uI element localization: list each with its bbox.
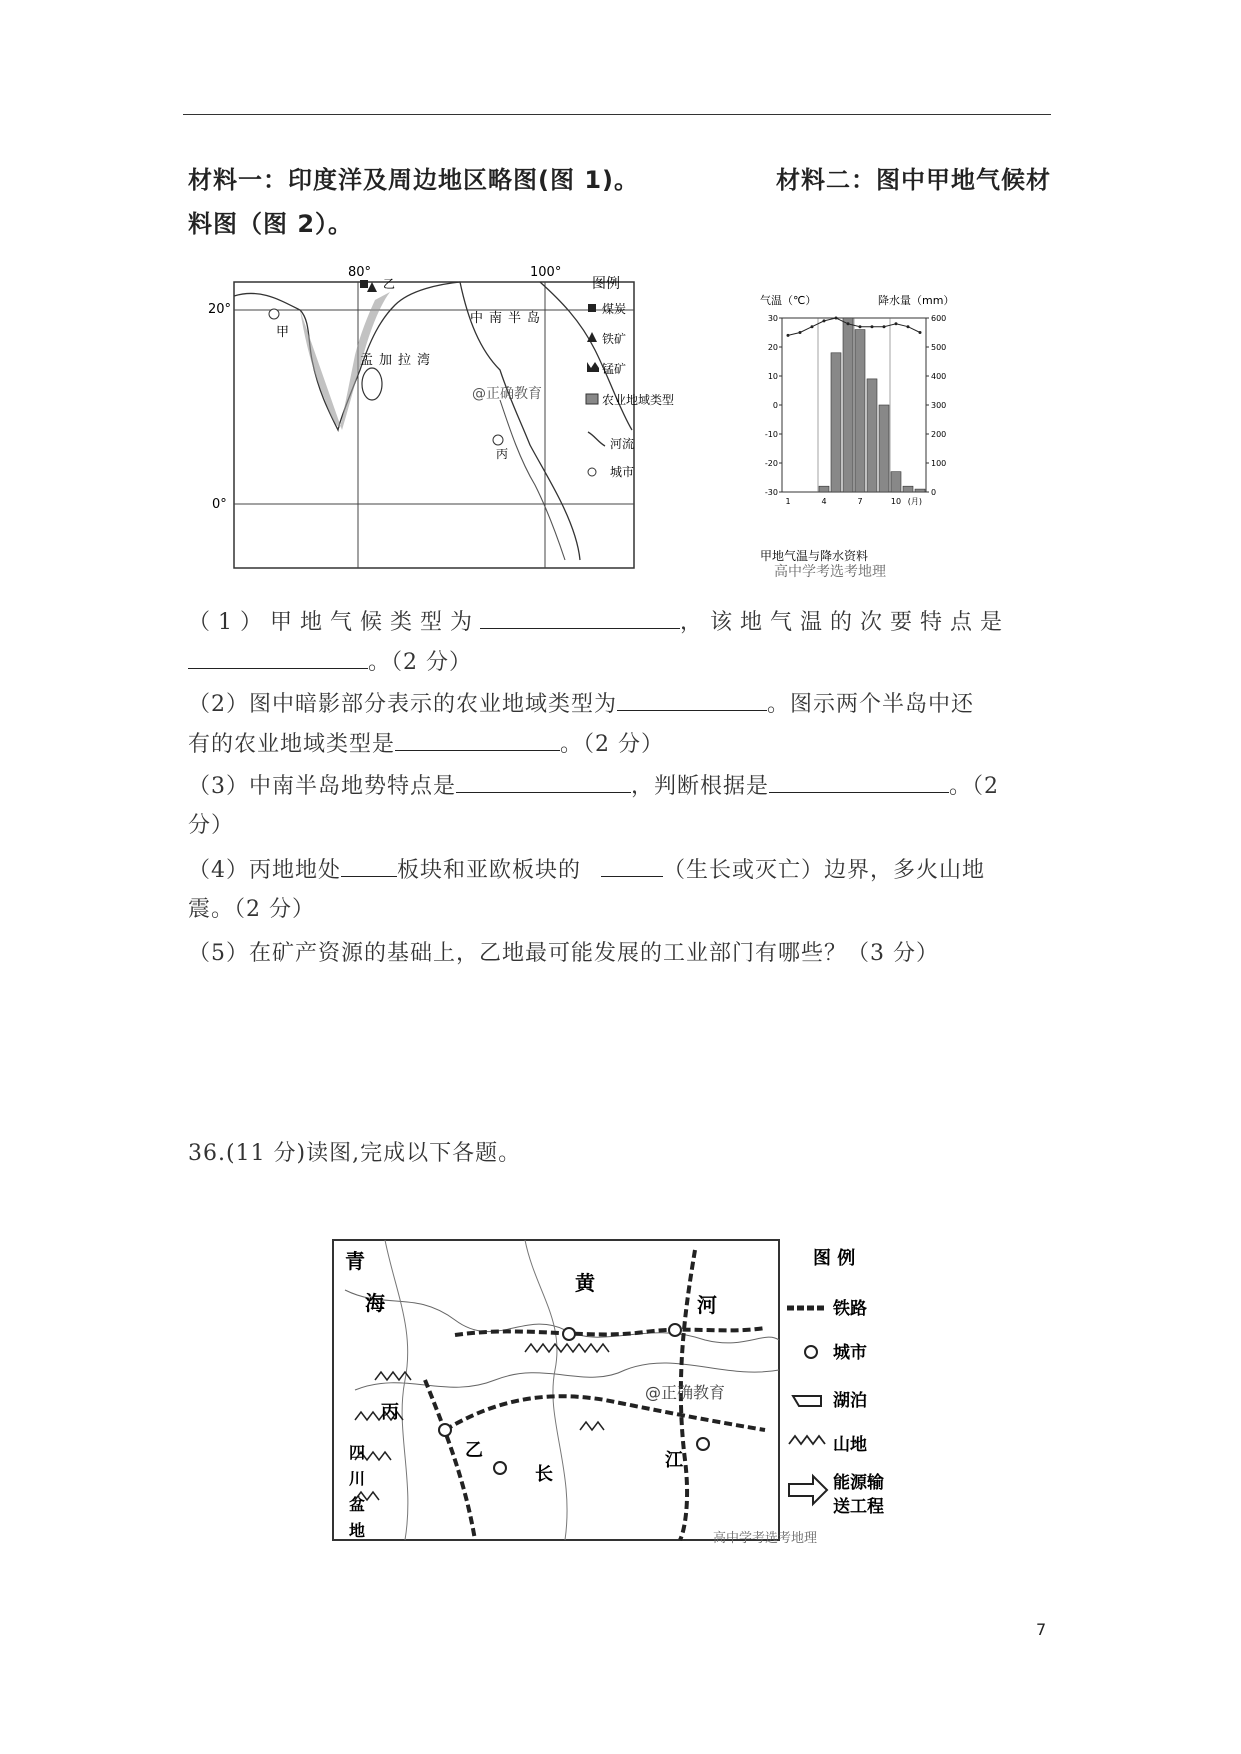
chart-precip-bar [879,405,889,492]
chart-temp-point [883,325,886,328]
q3-part-b: ，判断根据是 [631,774,770,799]
map2-legend-energy-2: 送工程 [833,1497,884,1517]
q2-answer-blank-2[interactable] [395,730,560,751]
chart-left-tick-label: 0 [772,401,778,410]
q4-part-d: 震。（2 分） [188,897,315,922]
chart-temp-point [847,322,850,325]
iron-icon [367,282,377,292]
map2-label-chang: 长 [535,1464,553,1485]
legend-coal: 煤炭 [602,302,627,316]
figure-3-map [325,1230,925,1550]
q3-part-d: 分） [188,813,235,838]
chart-left-tick-label: -10 [764,430,778,439]
chart-temp-point [907,325,910,328]
q2-answer-blank-1[interactable] [617,690,767,711]
city-icon-4 [494,1462,506,1474]
lat-0-label: 0° [212,497,227,512]
label-bay: 孟加拉湾 [360,353,437,368]
legend-lake-icon [793,1396,821,1406]
map1-watermark: @正确教育 [472,386,542,402]
sri-lanka [362,368,382,400]
chart-temp-point [799,331,802,334]
chart-left-tick-label: 30 [767,314,778,323]
chart-temp-point [871,325,874,328]
coal-icon [360,280,368,288]
map2-watermark: @正确教育 [645,1383,726,1402]
boundary-line-3 [385,1240,408,1540]
q1-part-b: ，该地气温的次要特点是 [680,610,1011,635]
q2-part-b: 。图示两个半岛中还 [767,692,975,717]
question-5 [188,940,939,968]
question-36: 36.(11 分)读图,完成以下各题。 [188,1141,522,1166]
map2-legend-title: 图 例 [813,1248,856,1269]
lat-20-label: 20° [208,302,232,317]
question-3 [188,772,999,801]
chart-left-tick-label: 20 [767,343,778,352]
chart-precip-bar [867,379,877,492]
q4-answer-blank-1[interactable] [341,856,397,877]
chart-watermark: 高中学考选考地理 [774,564,886,580]
q5-text: （5）在矿产资源的基础上，乙地最可能发展的工业部门有哪些？（3 分） [188,941,939,966]
material-2-caption: 材料二：图中甲地气候材 [776,166,1051,194]
question-1 [188,608,1010,637]
question-3-cont [188,812,234,840]
q2-part-a: （2）图中暗影部分表示的农业地域类型为 [188,692,617,717]
legend-agri-icon [586,394,598,404]
legend-city-icon-2 [805,1346,817,1358]
chart-precip-bar [843,318,853,492]
chart-left-tick-label: -20 [764,459,778,468]
legend-title: 图例 [592,276,620,292]
legend-iron: 铁矿 [602,332,627,346]
map2-label-pen: 盆 [349,1495,366,1514]
chart-right-tick-label: 600 [931,314,947,323]
map2-label-hai: 海 [365,1291,385,1315]
legend-city-icon [588,468,596,476]
legend-manganese-icon [587,362,599,372]
chart-precip-bar [831,353,841,492]
map2-legend-lake: 湖泊 [833,1391,867,1411]
q1-answer-blank-2[interactable] [188,648,368,669]
legend-river: 河流 [610,437,635,451]
chart-x-tick-label: 4 [821,497,827,506]
q4-part-a: （4）丙地地处 [188,858,341,883]
q2-part-d: 。（2 分） [560,732,665,757]
q1-part-c: 。（2 分） [368,650,472,675]
map2-credit: 高中学考选考地理 [713,1531,818,1546]
map2-legend-mountain: 山地 [833,1435,867,1455]
q3-answer-blank-1[interactable] [456,772,631,793]
q1-answer-blank-1[interactable] [480,608,680,629]
q4-part-b: 板块和亚欧板块的 [397,858,582,883]
city-icon-5 [697,1438,709,1450]
chart-precip-bar [903,486,913,492]
q1-part-a: （1）甲地气候类型为 [188,610,480,635]
chart-right-tick-label: 0 [931,488,937,497]
chart-temp-point [859,325,862,328]
boundary-line-4 [525,1240,567,1540]
chart-right-tick-label: 300 [931,401,947,410]
city-bing-icon [493,435,503,445]
question-4 [188,856,985,885]
sumatra-outline [500,400,565,560]
chart-precip-bar [855,330,865,492]
chart-temp-point [919,331,922,334]
question-4-cont [188,896,315,924]
chart-title: 甲地气温与降水资料 [760,549,869,563]
chart-right-tick-label: 400 [931,372,947,381]
legend-manganese: 锰矿 [602,362,627,376]
chart-left-tick-label: -30 [764,488,778,497]
map2-label-si: 四 [349,1443,366,1462]
chart-ylabel-right: 降水量（mm） [878,294,955,307]
chart-precip-bar [819,486,829,492]
q4-answer-blank-2[interactable] [601,856,663,877]
legend-energy-arrow-icon [789,1476,827,1504]
map2-label-chuan: 川 [349,1469,366,1488]
map2-legend-energy-1: 能源输 [833,1473,884,1493]
legend-city: 城市 [610,465,635,479]
chart-precip-bar [915,489,925,492]
chart-x-tick-label: 1 [785,497,791,506]
question-2 [188,690,974,719]
map2-legend-railway: 铁路 [833,1299,867,1319]
chart-x-tick-label: 10 [890,497,902,506]
legend-coal-icon [588,304,596,312]
legend-mountain-icon [789,1436,825,1444]
label-yi: 乙 [383,277,396,291]
chart-precip-bar [891,472,901,492]
chart-temp-point [787,334,790,337]
map2-label-jiang: 江 [665,1450,683,1471]
label-jia: 甲 [276,325,290,340]
lon-80-label: 80° [348,265,372,280]
map2-label-qing: 青 [345,1249,365,1273]
label-bing: 丙 [496,447,509,461]
map2-label-he: 河 [697,1293,717,1317]
legend-river-icon [588,432,605,446]
page-number: 7 [1036,1620,1047,1639]
map2-label-bing: 丙 [381,1402,399,1423]
city-icon-1 [563,1328,575,1340]
header-rule [183,114,1051,115]
figure-1-map [200,260,780,580]
city-jia-icon [269,309,279,319]
q2-part-c: 有的农业地域类型是 [188,732,396,757]
chart-temp-point [823,319,826,322]
chart-left-tick-label: 10 [767,372,778,381]
label-peninsula: 中南半岛 [470,311,547,326]
chart-right-tick-label: 500 [931,343,947,352]
map2-legend-city: 城市 [833,1343,867,1363]
q3-part-c: 。（2 [949,774,1000,799]
map-frame [234,282,634,568]
q3-part-a: （3）中南半岛地势特点是 [188,774,456,799]
chart-xlabel: (月) [907,497,922,506]
city-icon-3 [439,1424,451,1436]
q3-answer-blank-2[interactable] [769,772,949,793]
map2-label-di: 地 [349,1521,366,1540]
question-2-cont [188,730,664,759]
chart-temp-point [895,322,898,325]
chart-temp-point [811,325,814,328]
q4-part-c: （生长或灭亡）边界，多火山地 [663,858,986,883]
city-icon-2 [669,1324,681,1336]
chart-x-tick-label: 7 [857,497,863,506]
chart-right-tick-label: 200 [931,430,947,439]
railway-1 [455,1328,765,1335]
legend-agri: 农业地域类型 [602,393,675,407]
material-1-caption: 材料一：印度洋及周边地区略图(图 1)。 [188,166,639,194]
chart-ylabel-left: 气温（℃） [760,294,817,307]
map2-label-yi: 乙 [465,1440,483,1461]
chart-right-tick-label: 100 [931,459,947,468]
figure-2-climate-chart [748,290,968,580]
lon-100-label: 100° [530,265,562,280]
chart-temp-point [835,317,838,320]
material-2-caption-cont: 料图（图 2）。 [188,210,354,238]
question-1-cont [188,648,472,677]
map2-label-huang: 黄 [575,1271,595,1295]
